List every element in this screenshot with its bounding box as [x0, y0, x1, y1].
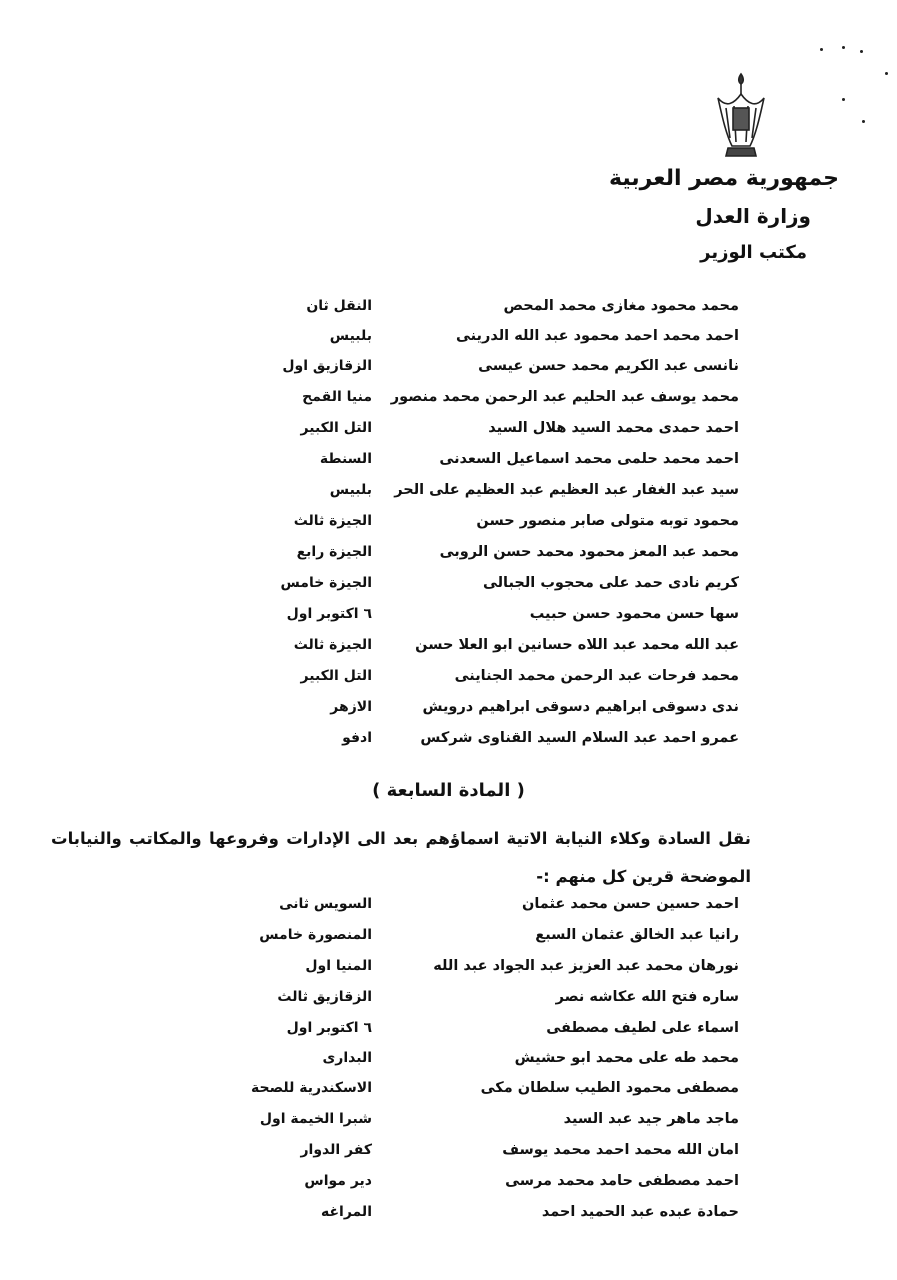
list-item: [0, 1204, 897, 1234]
destination: شبرا الخيمة اول: [259, 1111, 372, 1127]
destination: الزقازيق اول: [282, 358, 372, 374]
person-name: محمد فرحات عبد الرحمن محمد الجناينى: [454, 668, 739, 684]
header-ministry: وزارة العدل: [695, 204, 811, 228]
destination: منيا القمح: [302, 389, 372, 405]
scan-speck: [860, 50, 863, 53]
list-item: [0, 513, 897, 543]
article-title: ( المادة السابعة ): [372, 780, 525, 801]
destination: المراغه: [320, 1204, 372, 1220]
list-item: [0, 1111, 897, 1141]
destination: المنيا اول: [305, 958, 372, 974]
eagle-emblem-icon: [712, 68, 770, 164]
list-item: [0, 927, 897, 957]
list-item: [0, 482, 897, 512]
list-item: [0, 699, 897, 729]
list-item: [0, 730, 897, 760]
person-name: حمادة عبده عبد الحميد احمد: [541, 1204, 739, 1220]
scan-speck: [820, 48, 823, 51]
person-name: عبد الله محمد عبد اللاه حسانين ابو العلا حسن: [415, 637, 739, 653]
person-name: احمد محمد حلمى محمد اسماعيل السعدنى: [439, 451, 739, 467]
list-item: [0, 896, 897, 926]
person-name: مصطفى محمود الطيب سلطان مكى: [480, 1080, 739, 1096]
person-name: رانيا عبد الخالق عثمان السبع: [535, 927, 739, 943]
scan-speck: [842, 98, 845, 101]
scan-speck: [885, 72, 888, 75]
destination: التل الكبير: [300, 668, 372, 684]
destination: السنطة: [319, 451, 372, 467]
list-item: [0, 328, 897, 358]
list-item: [0, 389, 897, 419]
list-item: [0, 637, 897, 667]
person-name: ساره فتح الله عكاشه نصر: [555, 989, 739, 1005]
destination: التل الكبير: [300, 420, 372, 436]
destination: دير مواس: [304, 1173, 372, 1189]
list-item: [0, 420, 897, 450]
person-name: سها حسن محمود حسن حبيب: [529, 606, 739, 622]
list-item: [0, 575, 897, 605]
list-item: [0, 1142, 897, 1172]
person-name: ندى دسوقى ابراهيم دسوقى ابراهيم درويش: [422, 699, 739, 715]
person-name: احمد مصطفى حامد محمد مرسى: [505, 1173, 739, 1189]
destination: الازهر: [330, 699, 372, 715]
header-office: مكتب الوزير: [700, 242, 807, 263]
person-name: كريم نادى حمد على محجوب الجبالى: [482, 575, 739, 591]
destination: ادفو: [342, 730, 372, 746]
list-item: [0, 1173, 897, 1203]
destination: الاسكندرية للصحة: [251, 1080, 372, 1096]
destination: ٦ اكتوبر اول: [286, 1020, 372, 1036]
list-item: [0, 958, 897, 988]
destination: النقل ثان: [306, 298, 372, 314]
scan-speck: [862, 120, 865, 123]
list-item: [0, 358, 897, 388]
person-name: اسماء على لطيف مصطفى: [546, 1020, 739, 1036]
person-name: محمد يوسف عبد الحليم عبد الرحمن محمد منصور: [390, 389, 739, 405]
destination: السويس ثانى: [279, 896, 372, 912]
destination: البدارى: [322, 1050, 372, 1066]
article-paragraph: نقل السادة وكلاء النيابة الاتية اسماؤهم بعد الى الإدارات وفروعها والمكاتب والنيابات الموضحة قرين كل منهم :-: [51, 829, 751, 886]
list-item: [0, 1080, 897, 1110]
person-name: محمد محمود مغازى محمد المحص: [503, 298, 739, 314]
person-name: نورهان محمد عبد العزيز عبد الجواد عبد الله: [433, 958, 739, 974]
list-item: [0, 451, 897, 481]
destination: بلبيس: [329, 328, 372, 344]
scan-speck: [842, 46, 845, 49]
person-name: امان الله محمد احمد محمد يوسف: [502, 1142, 739, 1158]
list-item: [0, 989, 897, 1019]
list-item: [0, 606, 897, 636]
list-item: [0, 544, 897, 574]
header-country: جمهورية مصر العربية: [609, 166, 839, 191]
destination: ٦ اكتوبر اول: [286, 606, 372, 622]
list-item: [0, 298, 897, 328]
person-name: محمد طه على محمد ابو حشيش: [514, 1050, 739, 1066]
person-name: محمد عبد المعز محمود محمد حسن الروبى: [439, 544, 739, 560]
destination: الجيزة ثالث: [293, 637, 372, 653]
destination: الجيزة ثالث: [293, 513, 372, 529]
destination: الزقازيق ثالث: [277, 989, 372, 1005]
person-name: محمود توبه متولى صابر منصور حسن: [476, 513, 739, 529]
person-name: احمد محمد احمد محمود عبد الله الدرينى: [455, 328, 739, 344]
person-name: نانسى عبد الكريم محمد حسن عيسى: [478, 358, 739, 374]
destination: الجيزة رابع: [296, 544, 372, 560]
person-name: احمد حسين حسن محمد عثمان: [521, 896, 739, 912]
destination: كفر الدوار: [300, 1142, 372, 1158]
person-name: ماجد ماهر جيد عبد السيد: [563, 1111, 739, 1127]
person-name: عمرو احمد عبد السلام السيد القناوى شركس: [420, 730, 739, 746]
list-item: [0, 1020, 897, 1050]
person-name: احمد حمدى محمد السيد هلال السيد: [488, 420, 739, 436]
list-item: [0, 668, 897, 698]
destination: الجيزة خامس: [280, 575, 372, 591]
list-item: [0, 1050, 897, 1080]
destination: المنصورة خامس: [259, 927, 372, 943]
destination: بلبيس: [329, 482, 372, 498]
person-name: سيد عبد الغفار عبد العظيم عبد العظيم على الحر: [394, 482, 739, 498]
